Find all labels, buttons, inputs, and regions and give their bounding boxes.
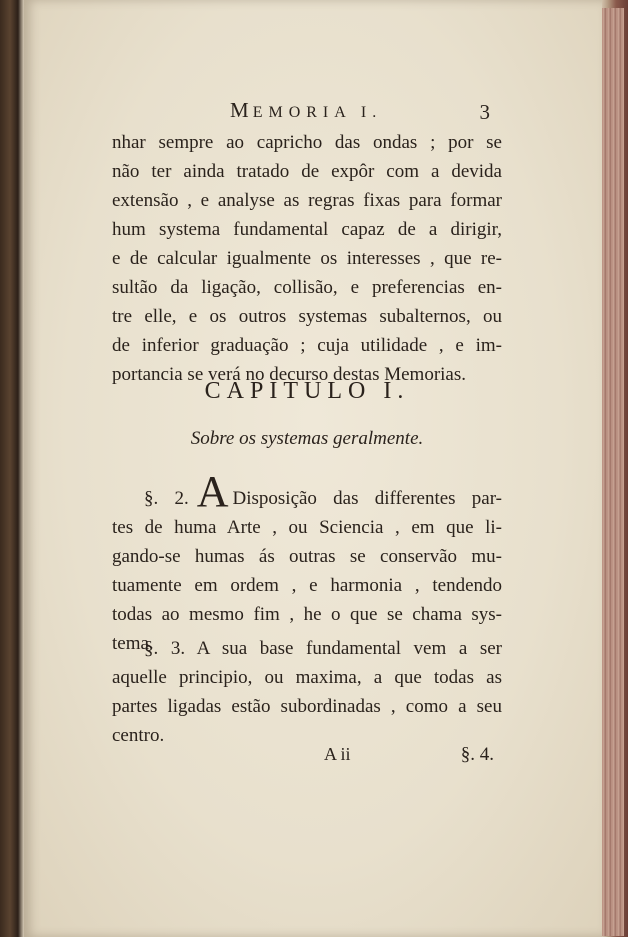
text-line: todas ao mesmo fim , he o que se chama sys- <box>112 604 502 625</box>
paragraph-continuation <box>112 128 502 389</box>
text-line: gando-se humas ás outras se conservão mu- <box>112 546 502 567</box>
text-line: sultão da ligação, collisão, e preferencias en- <box>112 277 502 298</box>
drop-cap: A <box>196 467 229 516</box>
text-line: extensão , e analyse as regras fixas para formar <box>112 190 502 211</box>
text-line: não ter ainda tratado de expôr com a devida <box>112 161 502 182</box>
signature-mark: A ii <box>324 744 351 764</box>
text-line: nhar sempre ao capricho das ondas ; por se <box>112 132 502 153</box>
chapter-subtitle: Sobre os systemas geralmente. <box>190 428 424 449</box>
section-3 <box>112 634 502 750</box>
first-line-text: Disposição das differentes par- <box>232 488 503 509</box>
text-line: tes de huma Arte , ou Sciencia , em que li- <box>112 517 502 538</box>
catchword: §. 4. <box>460 744 494 765</box>
running-head-cap: M <box>230 98 253 122</box>
text-line: partes ligadas estão subordinadas , como a seu <box>112 696 502 717</box>
text-line: tema. <box>112 633 154 654</box>
section-2-first-line <box>112 467 503 516</box>
text-line: centro. <box>112 725 165 746</box>
text-line: de inferior graduação ; cuja utilidade , e im- <box>112 335 502 356</box>
section-marker: §. 2. <box>144 488 189 509</box>
chapter-title: CAPITULO I. <box>204 378 410 404</box>
text-line: portancia se verá no decurso destas Memorias. <box>112 364 467 385</box>
running-head <box>230 98 382 123</box>
page-header <box>112 98 502 128</box>
text-line: §. 3. A sua base fundamental vem a ser <box>144 638 502 659</box>
running-head-rest: EMORIA I. <box>252 104 383 121</box>
text-line: tre elle, e os outros systemas subalternos, ou <box>112 306 502 327</box>
text-line: hum systema fundamental capaz de a dirigir, <box>112 219 502 240</box>
page-number: 3 <box>479 100 490 124</box>
text-line: e de calcular igualmente os interesses , que re- <box>112 248 502 269</box>
text-line: aquelle principio, ou maxima, a que todas as <box>112 667 502 688</box>
section-2 <box>112 467 503 658</box>
page-edges <box>602 8 624 936</box>
text-line: tuamente em ordem , e harmonia , tendendo <box>112 575 502 596</box>
page-footer <box>112 744 502 774</box>
